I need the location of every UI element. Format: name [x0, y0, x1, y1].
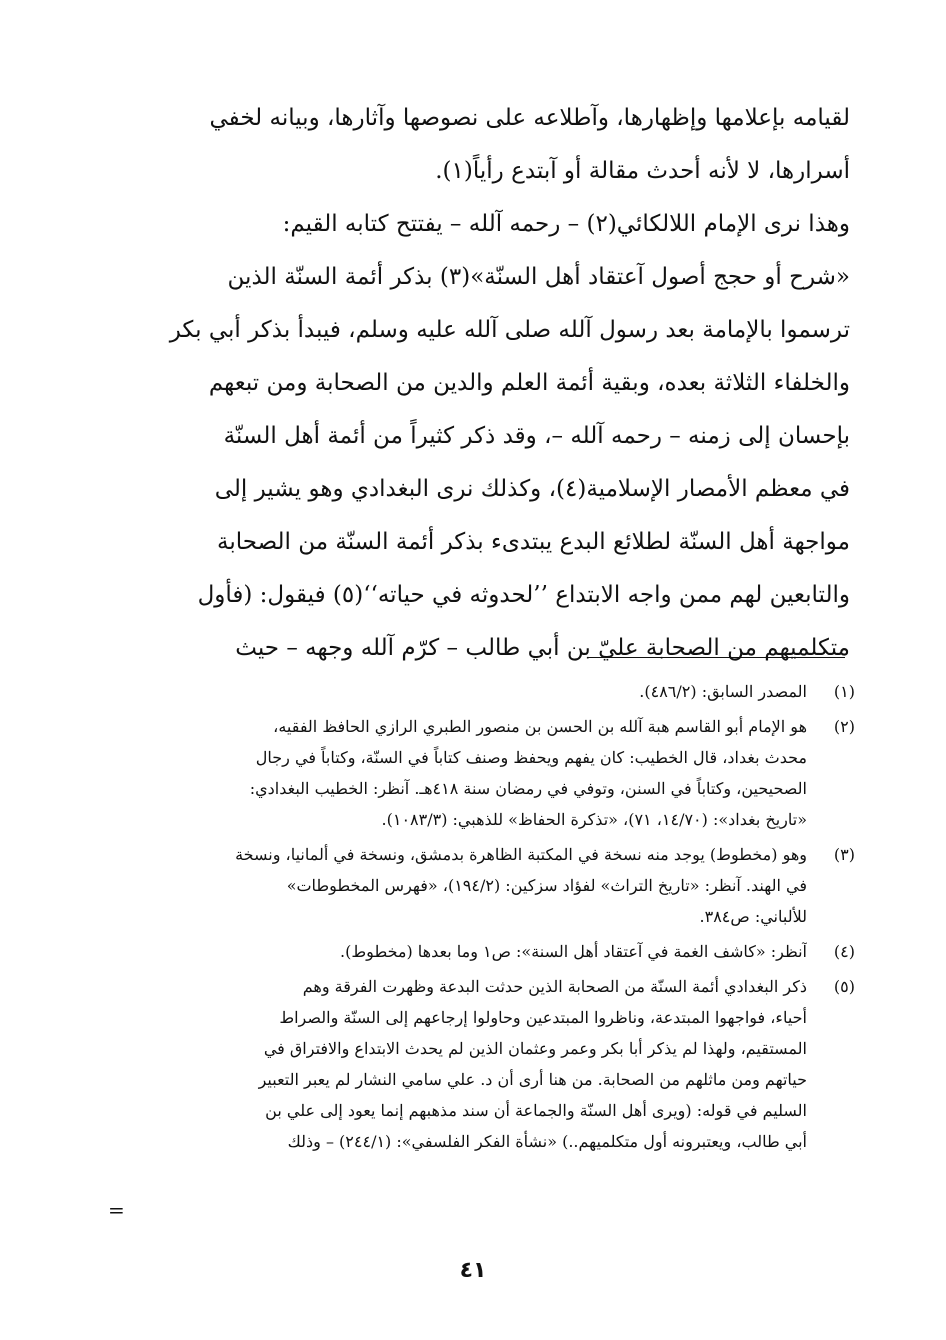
footnote-number: (٢)	[833, 717, 855, 736]
main-text-line: وهذا نرى الإمام اللالكائي(٢) – رحمه آلله – يفتتح كتابه القيم:	[282, 211, 850, 237]
footnote-line: أحياء، فواجهوا المبتدعة، وناظروا المبتدعين وحاولوا إرجاعهم إلى السنّة والصراط	[279, 1008, 807, 1027]
main-text-line: والخلفاء الثلاثة بعده، وبقية أئمة العلم والدين من الصحابة ومن تبعهم	[208, 370, 850, 396]
footnote-line: ذكر البغدادي أئمة السنّة من الصحابة الذين حدثت البدعة وظهرت الفرقة وهم	[302, 977, 807, 996]
footnotes-section	[155, 676, 855, 1161]
footnote-line: السليم في قوله: (ويرى أهل السنّة والجماعة أن سند مذهبهم إنما يعود إلى علي بن	[265, 1101, 807, 1120]
footnote-line: حياتهم ومن ماثلهم من الصحابة. من هنا أرى أن د. علي سامي النشار لم يعبر التعبير	[258, 1070, 807, 1089]
footnote-line: أبي طالب، ويعتبرونه أول متكلميهم..) «نشأة الفكر الفلسفي»: (٢٤٤/١) – وذلك	[287, 1132, 807, 1151]
main-text-line: ترسموا بالإمامة بعد رسول آلله صلى آلله عليه وسلم، فيبدأ بذكر أبي بكر	[169, 317, 850, 343]
footnote-line: وهو (مخطوط) يوجد منه نسخة في المكتبة الظاهرة بدمشق، ونسخة في ألمانيا، ونسخة	[235, 845, 807, 864]
footnote-number: (١)	[833, 682, 855, 701]
footnote-line: محدث بغداد، قال الخطيب: كان يفهم ويحفظ وصنف كتاباً في السنّة، وكتاباً في رجال	[255, 748, 807, 767]
main-text-body	[160, 92, 850, 675]
continuation-mark: =	[108, 1198, 125, 1222]
main-text-line: والتابعين لهم ممن واجه الابتداع ’’لحدوثه في حياته‘‘(٥) فيقول: (فأول	[197, 582, 850, 608]
footnote-3	[155, 839, 855, 932]
footnote-line: «تاريخ بغداد»: (١٤/٧٠، ٧١)، «تذكرة الحفاظ» للذهبي: (١٠٨٣/٣).	[381, 810, 807, 829]
main-text-line: أسرارها، لا لأنه أحدث مقالة أو آبتدع رأياً(١).	[435, 158, 850, 184]
footnote-4	[155, 936, 855, 967]
footnote-line: الصحيحين، وكتاباً في السنن، وتوفي في رمضان سنة ٤١٨هـ. آنظر: الخطيب البغدادي:	[249, 779, 807, 798]
footnote-line: هو الإمام أبو القاسم هبة آلله بن الحسن بن منصور الطبري الرازي الحافظ الفقيه،	[273, 717, 807, 736]
footnote-line: المصدر السابق: (٤٨٦/٢).	[639, 682, 807, 701]
footnote-number: (٣)	[833, 845, 855, 864]
main-text-line: بإحسان إلى زمنه – رحمه آلله –، وقد ذكر كثيراً من أئمة أهل السنّة	[223, 423, 850, 449]
footnote-line: للألباني: ص٣٨٤.	[699, 907, 807, 926]
footnote-5	[155, 971, 855, 1157]
main-text-line: متكلميهم من الصحابة عليّ بن أبي طالب – كرّم آلله وجهه – حيث	[235, 635, 850, 661]
footnote-number: (٤)	[833, 942, 855, 961]
footnote-line: في الهند. آنظر: «تاريخ التراث» لفؤاد سزكين: (١٩٤/٢)، «فهرس المخطوطات»	[286, 876, 807, 895]
footnote-divider	[587, 657, 845, 658]
footnote-2	[155, 711, 855, 835]
main-text-line: «شرح أو حجج أصول آعتقاد أهل السنّة»(٣) بذكر أئمة السنّة الذين	[227, 264, 850, 290]
page-number: ٤١	[459, 1258, 487, 1283]
footnote-1	[155, 676, 855, 707]
footnote-number: (٥)	[833, 977, 855, 996]
main-text-line: في معظم الأمصار الإسلامية(٤)، وكذلك نرى البغدادي وهو يشير إلى	[214, 476, 850, 502]
main-text-line: مواجهة أهل السنّة لطلائع البدع يبتدىء بذكر أئمة السنّة من الصحابة	[216, 529, 850, 555]
main-text-line: لقيامه بإعلامها وإظهارها، وآطلاعه على نصوصها وآثارها، وبيانه لخفي	[209, 105, 850, 131]
footnote-line: المستقيم، ولهذا لم يذكر أبا بكر وعمر وعثمان الذين لم يحدث الابتداع والافتراق في	[263, 1039, 807, 1058]
footnote-line: آنظر: «كاشف الغمة في آعتقاد أهل السنة»: ص١ وما بعدها (مخطوط).	[340, 942, 807, 961]
